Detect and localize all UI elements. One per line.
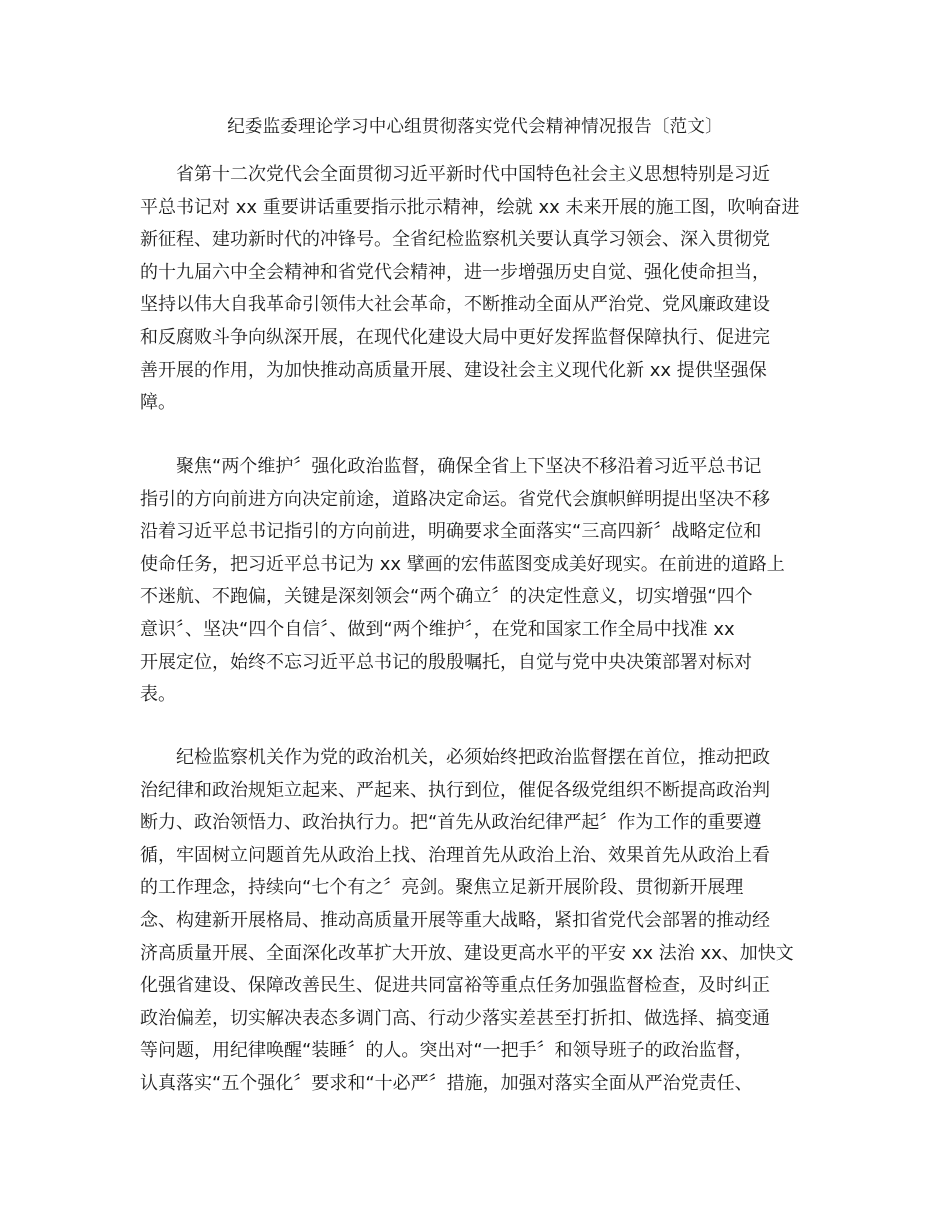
- paragraph-line: 意识〞、坚决“四个自信〞、做到“两个维护〞，在党和国家工作全局中找准 xx: [140, 618, 735, 640]
- paragraph-line: 障。: [140, 392, 176, 414]
- paragraph-line: 不迷航、不跑偏，关键是深刻领会“两个确立〞的决定性意义，切实增强“四个: [140, 586, 753, 608]
- paragraph-line: 指引的方向前进方向决定前途，道路决定命运。省党代会旗帜鲜明提出坚决不移: [140, 488, 770, 510]
- paragraph-line: 认真落实“五个强化〞要求和“十必严〞措施，加强对落实全面从严治党责任、: [140, 1072, 753, 1094]
- paragraph-line: 循，牢固树立问题首先从政治上找、治理首先从政治上治、效果首先从政治上看: [140, 844, 770, 866]
- paragraph-line: 和反腐败斗争向纵深开展，在现代化建设大局中更好发挥监督保障执行、促进完: [140, 326, 770, 348]
- paragraph-line: 治纪律和政治规矩立起来、严起来、执行到位，催促各级党组织不断提高政治判: [140, 779, 770, 801]
- paragraph-3: [140, 742, 810, 1101]
- paragraph-line: 开展定位，始终不忘习近平总书记的殷殷嘱托，自觉与党中央决策部署对标对: [140, 651, 752, 673]
- paragraph-line: 断力、政治领悟力、政治执行力。把“首先从政治纪律严起〞作为工作的重要遵: [140, 812, 762, 834]
- paragraph-line: 新征程、建功新时代的冲锋号。全省纪检监察机关要认真学习领会、深入贯彻党: [140, 229, 770, 251]
- paragraph-line: 政治偏差，切实解决表态多调门高、行动少落实差甚至打折扣、做选择、搞变通: [140, 1007, 770, 1029]
- paragraph-line: 念、构建新开展格局、推动高质量开展等重大战略，紧扣省党代会部署的推动经: [140, 909, 770, 931]
- paragraph-line: 表。: [140, 684, 176, 706]
- paragraph-line: 沿着习近平总书记指引的方向前进，明确要求全面落实“三高四新〞战略定位和: [140, 521, 762, 543]
- paragraph-line: 济高质量开展、全面深化改革扩大开放、建设更高水平的平安 xx 法治 xx、加快文: [140, 942, 794, 964]
- paragraph-line: 的工作理念，持续向“七个有之〞亮剑。聚焦立足新开展阶段、贯彻新开展理: [140, 877, 744, 899]
- paragraph-line: 善开展的作用，为加快推动高质量开展、建设社会主义现代化新 xx 提供坚强保: [140, 359, 767, 381]
- paragraph-line: 化强省建设、保障改善民生、促进共同富裕等重点任务加强监督检查，及时纠正: [140, 975, 770, 997]
- paragraph-1: [140, 159, 810, 420]
- paragraph-2: [140, 451, 810, 712]
- paragraph-line: 的十九届六中全会精神和省党代会精神，进一步增强历史自觉、强化使命担当，: [140, 261, 770, 283]
- paragraph-line: 聚焦“两个维护〞强化政治监督，确保全省上下坚决不移沿着习近平总书记: [140, 456, 762, 477]
- paragraph-line: 省第十二次党代会全面贯彻习近平新时代中国特色社会主义思想特别是习近: [140, 164, 770, 185]
- paragraph-line: 坚持以伟大自我革命引领伟大社会革命，不断推动全面从严治党、党风廉政建设: [140, 294, 770, 316]
- document-title: 纪委监委理论学习中心组贯彻落实党代会精神情况报告〔范文〕: [227, 117, 723, 137]
- paragraph-line: 等问题，用纪律唤醒“装睡〞的人。突出对“一把手〞和领导班子的政治监督，: [140, 1040, 753, 1062]
- paragraph-line: 平总书记对 xx 重要讲话重要指示批示精神，绘就 xx 未来开展的施工图，吹响奋进: [140, 196, 800, 218]
- paragraph-line: 纪检监察机关作为党的政治机关，必须始终把政治监督摆在首位，推动把政: [140, 747, 770, 768]
- paragraph-line: 使命任务，把习近平总书记为 xx 擘画的宏伟蓝图变成美好现实。在前进的道路上: [140, 553, 785, 575]
